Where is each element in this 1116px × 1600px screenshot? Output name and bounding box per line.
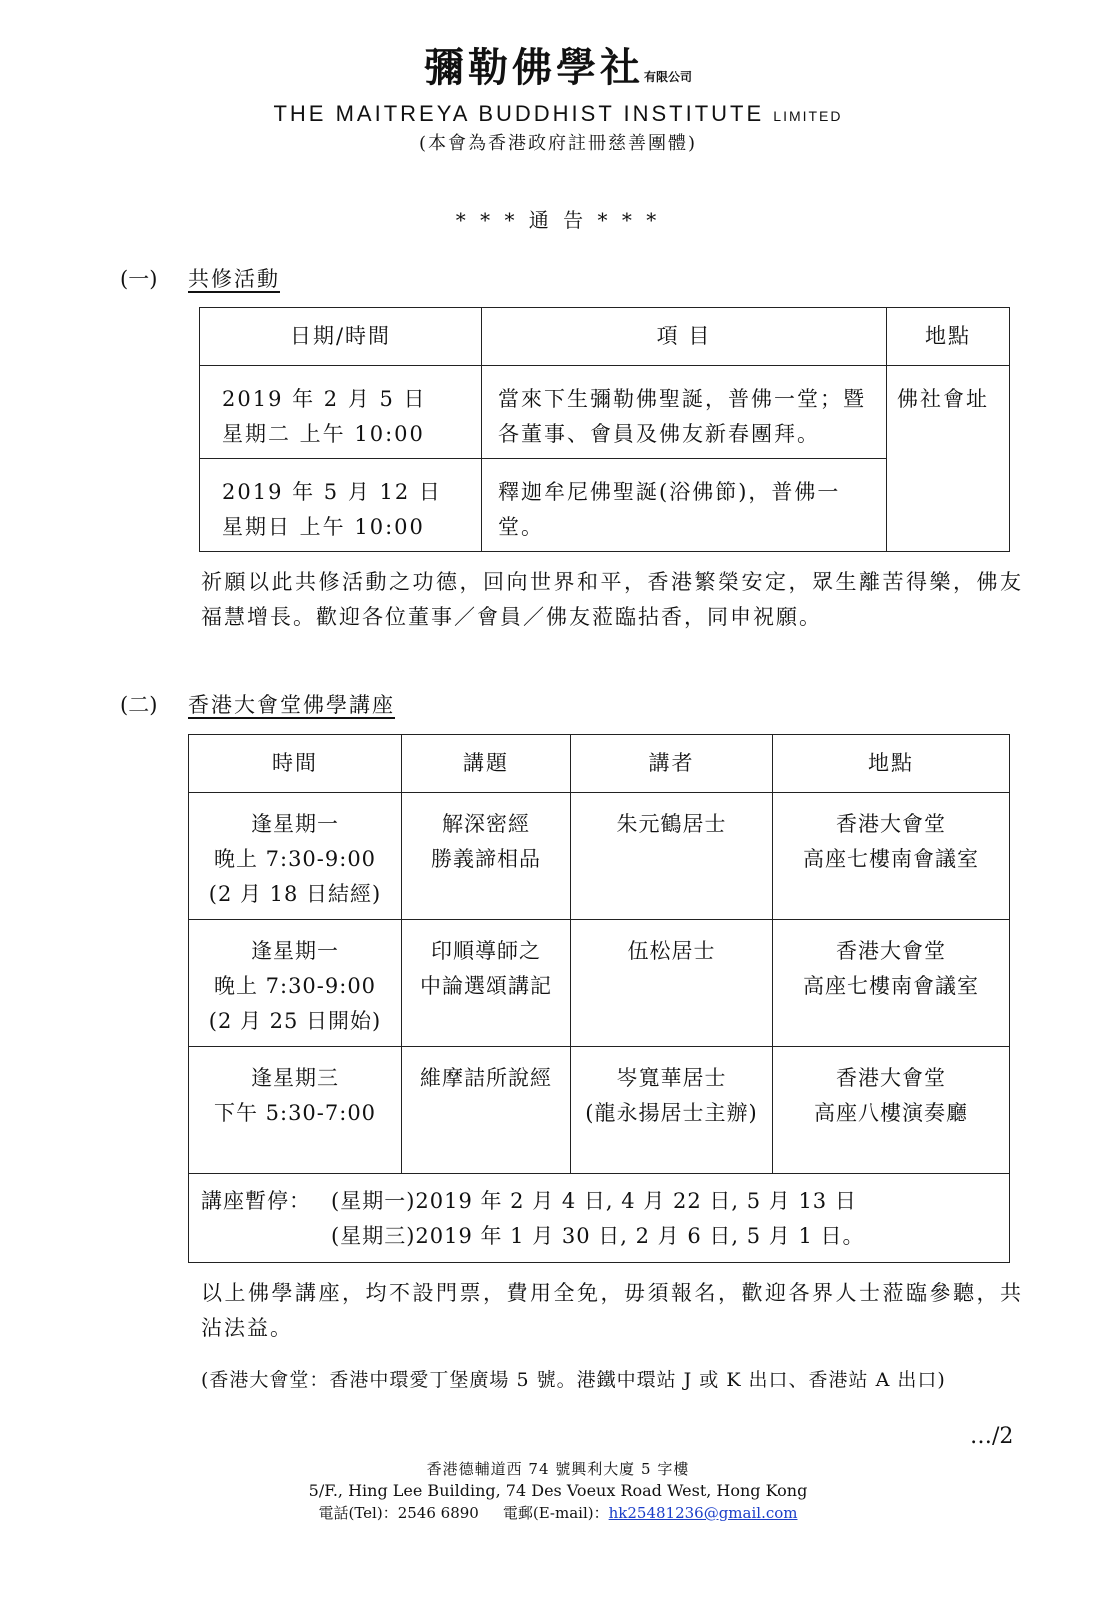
topic-line: 中論選頌講記 [420, 974, 552, 998]
speaker-line: 朱元鶴居士 [616, 812, 727, 836]
venue-line: 高座八樓演奏廳 [814, 1101, 968, 1125]
header-speaker: 講者 [571, 735, 773, 793]
speaker-cell [571, 793, 773, 920]
table-row [189, 793, 1010, 920]
footer-address-cn: 香港德輔道西 74 號興利大廈 5 字樓 [426, 1460, 690, 1478]
email-label: 電郵(E-mail)： [502, 1504, 609, 1522]
speaker-cell [571, 1047, 773, 1174]
date-time-cell [200, 459, 482, 552]
header-topic: 講題 [402, 735, 571, 793]
topic-cell [402, 793, 571, 920]
footer-contact [0, 1502, 1116, 1524]
speaker-cell [571, 920, 773, 1047]
header-item: 項 目 [482, 308, 887, 366]
time-line: 下午 5:30-7:00 [213, 1101, 377, 1125]
org-name-cn-text: 彌勒佛學社 [423, 44, 644, 91]
header-time: 時間 [189, 735, 402, 793]
page-continuation-marker: …/2 [970, 1424, 1014, 1449]
time-line: 晚上 7:30-9:00 [213, 847, 377, 871]
time-text: 星期日 上午 10:00 [222, 515, 425, 539]
suspension-dates-monday: (星期一)2019 年 2 月 4 日, 4 月 22 日, 5 月 13 日 [331, 1189, 857, 1213]
section1-title: 共修活動 [188, 267, 280, 291]
time-cell [189, 920, 402, 1047]
time-line: (2 月 25 日開始) [208, 1009, 382, 1033]
speaker-line: 伍松居士 [627, 939, 716, 963]
org-charity-note: (本會為香港政府註冊慈善團體) [418, 133, 698, 154]
table-header-row [189, 735, 1010, 793]
section2-number: (二) [120, 693, 158, 717]
lecture-info-paragraph: 以上佛學講座，均不設門票，費用全免，毋須報名，歡迎各界人士蒞臨參聽，共沾法益。 [201, 1281, 1023, 1340]
suspension-row [189, 1174, 1010, 1263]
venue-line: 高座七樓南會議室 [803, 847, 979, 871]
speaker-line: (龍永揚居士主辦) [585, 1101, 758, 1125]
topic-line: 維摩詰所說經 [420, 1066, 552, 1090]
org-name-en [0, 100, 1116, 130]
table-header-row [200, 308, 1010, 366]
time-cell [189, 793, 402, 920]
header-venue: 地點 [773, 735, 1010, 793]
org-name-cn [0, 42, 1116, 103]
topic-line: 勝義諦相品 [431, 847, 541, 871]
time-text: 星期二 上午 10:00 [222, 422, 425, 446]
org-ltd-cn: 有限公司 [643, 70, 692, 84]
topic-line: 解深密經 [442, 812, 530, 836]
time-cell [189, 1047, 402, 1174]
section1-number: (一) [120, 267, 158, 291]
tel-label: 電話(Tel)： [318, 1504, 398, 1522]
topic-cell [402, 1047, 571, 1174]
header-location: 地點 [887, 308, 1010, 366]
table-row [200, 366, 1010, 459]
org-ltd-en: LIMITED [773, 108, 843, 124]
table-row [189, 1047, 1010, 1174]
org-name-en-text: THE MAITREYA BUDDHIST INSTITUTE [273, 101, 765, 126]
item-cell: 當來下生彌勒佛聖誕，普佛一堂；暨各董事、會員及佛友新春團拜。 [482, 366, 887, 459]
item-cell: 釋迦牟尼佛聖誕(浴佛節)，普佛一堂。 [482, 459, 887, 552]
speaker-line: 岑寬華居士 [616, 1066, 727, 1090]
section2-heading [120, 690, 395, 720]
header-date-time: 日期/時間 [200, 308, 482, 366]
date-text: 2019 年 2 月 5 日 [222, 387, 427, 411]
venue-cell [773, 1047, 1010, 1174]
time-line: 逢星期一 [251, 812, 339, 836]
section1-heading [120, 264, 280, 294]
location-cell: 佛社會址 [887, 366, 1010, 552]
section1-blessing-paragraph: 祈願以此共修活動之功德，回向世界和平，香港繁榮安定，眾生離苦得樂，佛友福慧增長。歡迎各位董事／會員／佛友蒞臨拈香，同申祝願。 [201, 570, 1023, 629]
venue-cell [773, 920, 1010, 1047]
email-link[interactable]: hk25481236@gmail.com [608, 1504, 798, 1522]
time-line: (2 月 18 日結經) [208, 882, 382, 906]
topic-cell [402, 920, 571, 1047]
time-line: 逢星期一 [251, 939, 339, 963]
venue-line: 香港大會堂 [836, 939, 946, 963]
lecture-table [188, 734, 1010, 1263]
footer-address-en: 5/F., Hing Lee Building, 74 Des Voeux Road West, Hong Kong [308, 1481, 808, 1500]
venue-line: 香港大會堂 [836, 812, 946, 836]
venue-line: 高座七樓南會議室 [803, 974, 979, 998]
venue-address-note: (香港大會堂：香港中環愛丁堡廣場 5 號。港鐵中環站 J 或 K 出口、香港站 A 出口) [201, 1369, 946, 1391]
venue-cell [773, 793, 1010, 920]
suspension-cell [189, 1174, 1010, 1263]
notice-title: * * * 通 告 * * * [455, 208, 661, 232]
topic-line: 印順導師之 [431, 939, 541, 963]
date-text: 2019 年 5 月 12 日 [222, 480, 442, 504]
table-row [189, 920, 1010, 1047]
time-line: 逢星期三 [251, 1066, 339, 1090]
suspension-dates-wednesday: (星期三)2019 年 1 月 30 日, 2 月 6 日, 5 月 1 日。 [331, 1224, 865, 1248]
venue-line: 香港大會堂 [836, 1066, 946, 1090]
date-time-cell [200, 366, 482, 459]
suspension-line [201, 1219, 1009, 1254]
suspension-line [201, 1184, 1009, 1219]
time-line: 晚上 7:30-9:00 [213, 974, 377, 998]
joint-practice-table [199, 307, 1010, 552]
tel-number: 2546 6890 [397, 1504, 479, 1522]
section2-title: 香港大會堂佛學講座 [188, 693, 395, 717]
suspension-label: 講座暫停： [201, 1189, 311, 1213]
